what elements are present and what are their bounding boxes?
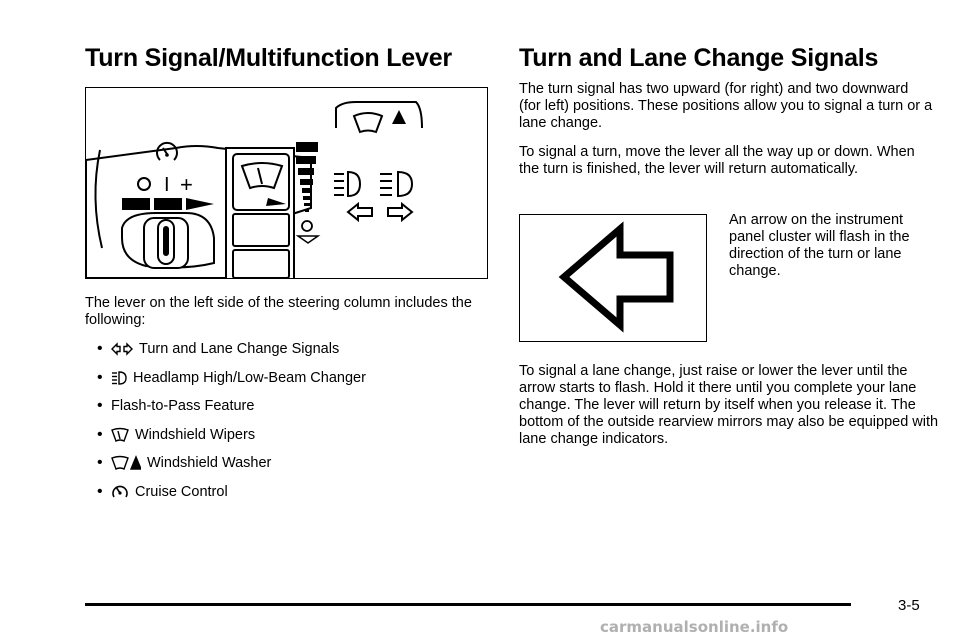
paragraph-positions: The turn signal has two upward (for right) and two downward (for left) positions. These positions allow you to signal a turn or a lane change. (519, 81, 933, 131)
wiper-icon (111, 427, 129, 443)
cruise-control-icon (111, 484, 129, 500)
mist-circle (302, 221, 312, 231)
paragraph-signal-turn: To signal a turn, move the lever all the way up or down. When the turn is finished, the lever will return automatically. (519, 144, 915, 177)
cruise-minus-label: I (164, 174, 170, 196)
paragraph-lane-change: To signal a lane change, just raise or lower the lever until the arrow starts to flash. Hold it there until you complete your lane change. The lever will return by itself when you release it. The bottom of the outside rearview mirrors may also be equipped with lane change indicators. (519, 363, 939, 447)
list-item-label: Turn and Lane Change Signals (139, 341, 340, 358)
paragraph-arrow-flash: An arrow on the instrument panel cluster will flash in the direction of the turn or lane change. (729, 212, 910, 279)
washer-symbol-icon (354, 110, 406, 132)
list-item: • Turn and Lane Change Signals (97, 340, 340, 358)
left-column (85, 40, 490, 76)
cruise-plus-label: + (180, 172, 193, 197)
list-item: • Windshield Wipers (97, 425, 256, 443)
washer-icon (111, 455, 141, 471)
section-heading-multifunction-lever: Turn Signal/Multifunction Lever (85, 44, 452, 72)
left-arrow-icon (520, 215, 705, 340)
list-item: • Windshield Washer (97, 454, 272, 472)
lever-drawing (86, 88, 487, 278)
list-item: • Headlamp High/Low-Beam Changer (97, 368, 366, 386)
multifunction-lever-illustration (85, 87, 488, 279)
list-item: • Cruise Control (97, 482, 228, 500)
turn-signal-arrows-icon (348, 204, 412, 220)
turn-arrow-illustration (519, 214, 707, 342)
lever-features-list (97, 335, 366, 506)
list-item: • Flash-to-Pass Feature (97, 397, 255, 415)
list-item-label: Windshield Wipers (135, 426, 256, 443)
list-item-label: Headlamp High/Low-Beam Changer (133, 369, 366, 386)
list-item-label: Cruise Control (135, 483, 228, 500)
intro-paragraph: The lever on the left side of the steering column includes the following: (85, 295, 472, 328)
watermark: carmanualsonline.info (600, 618, 789, 636)
right-column (519, 40, 934, 76)
list-item-label: Flash-to-Pass Feature (111, 398, 255, 415)
high-beam-icon (111, 370, 127, 386)
section-heading-turn-signals: Turn and Lane Change Signals (519, 44, 879, 72)
cruise-symbol-icon (157, 143, 177, 160)
cruise-resume-circle (138, 178, 150, 190)
page-number: 3-5 (898, 597, 920, 614)
footer-rule (85, 603, 851, 606)
high-beam-symbols-icon (334, 172, 412, 196)
list-item-label: Windshield Washer (147, 455, 272, 472)
turn-signal-arrows-icon (111, 342, 133, 356)
